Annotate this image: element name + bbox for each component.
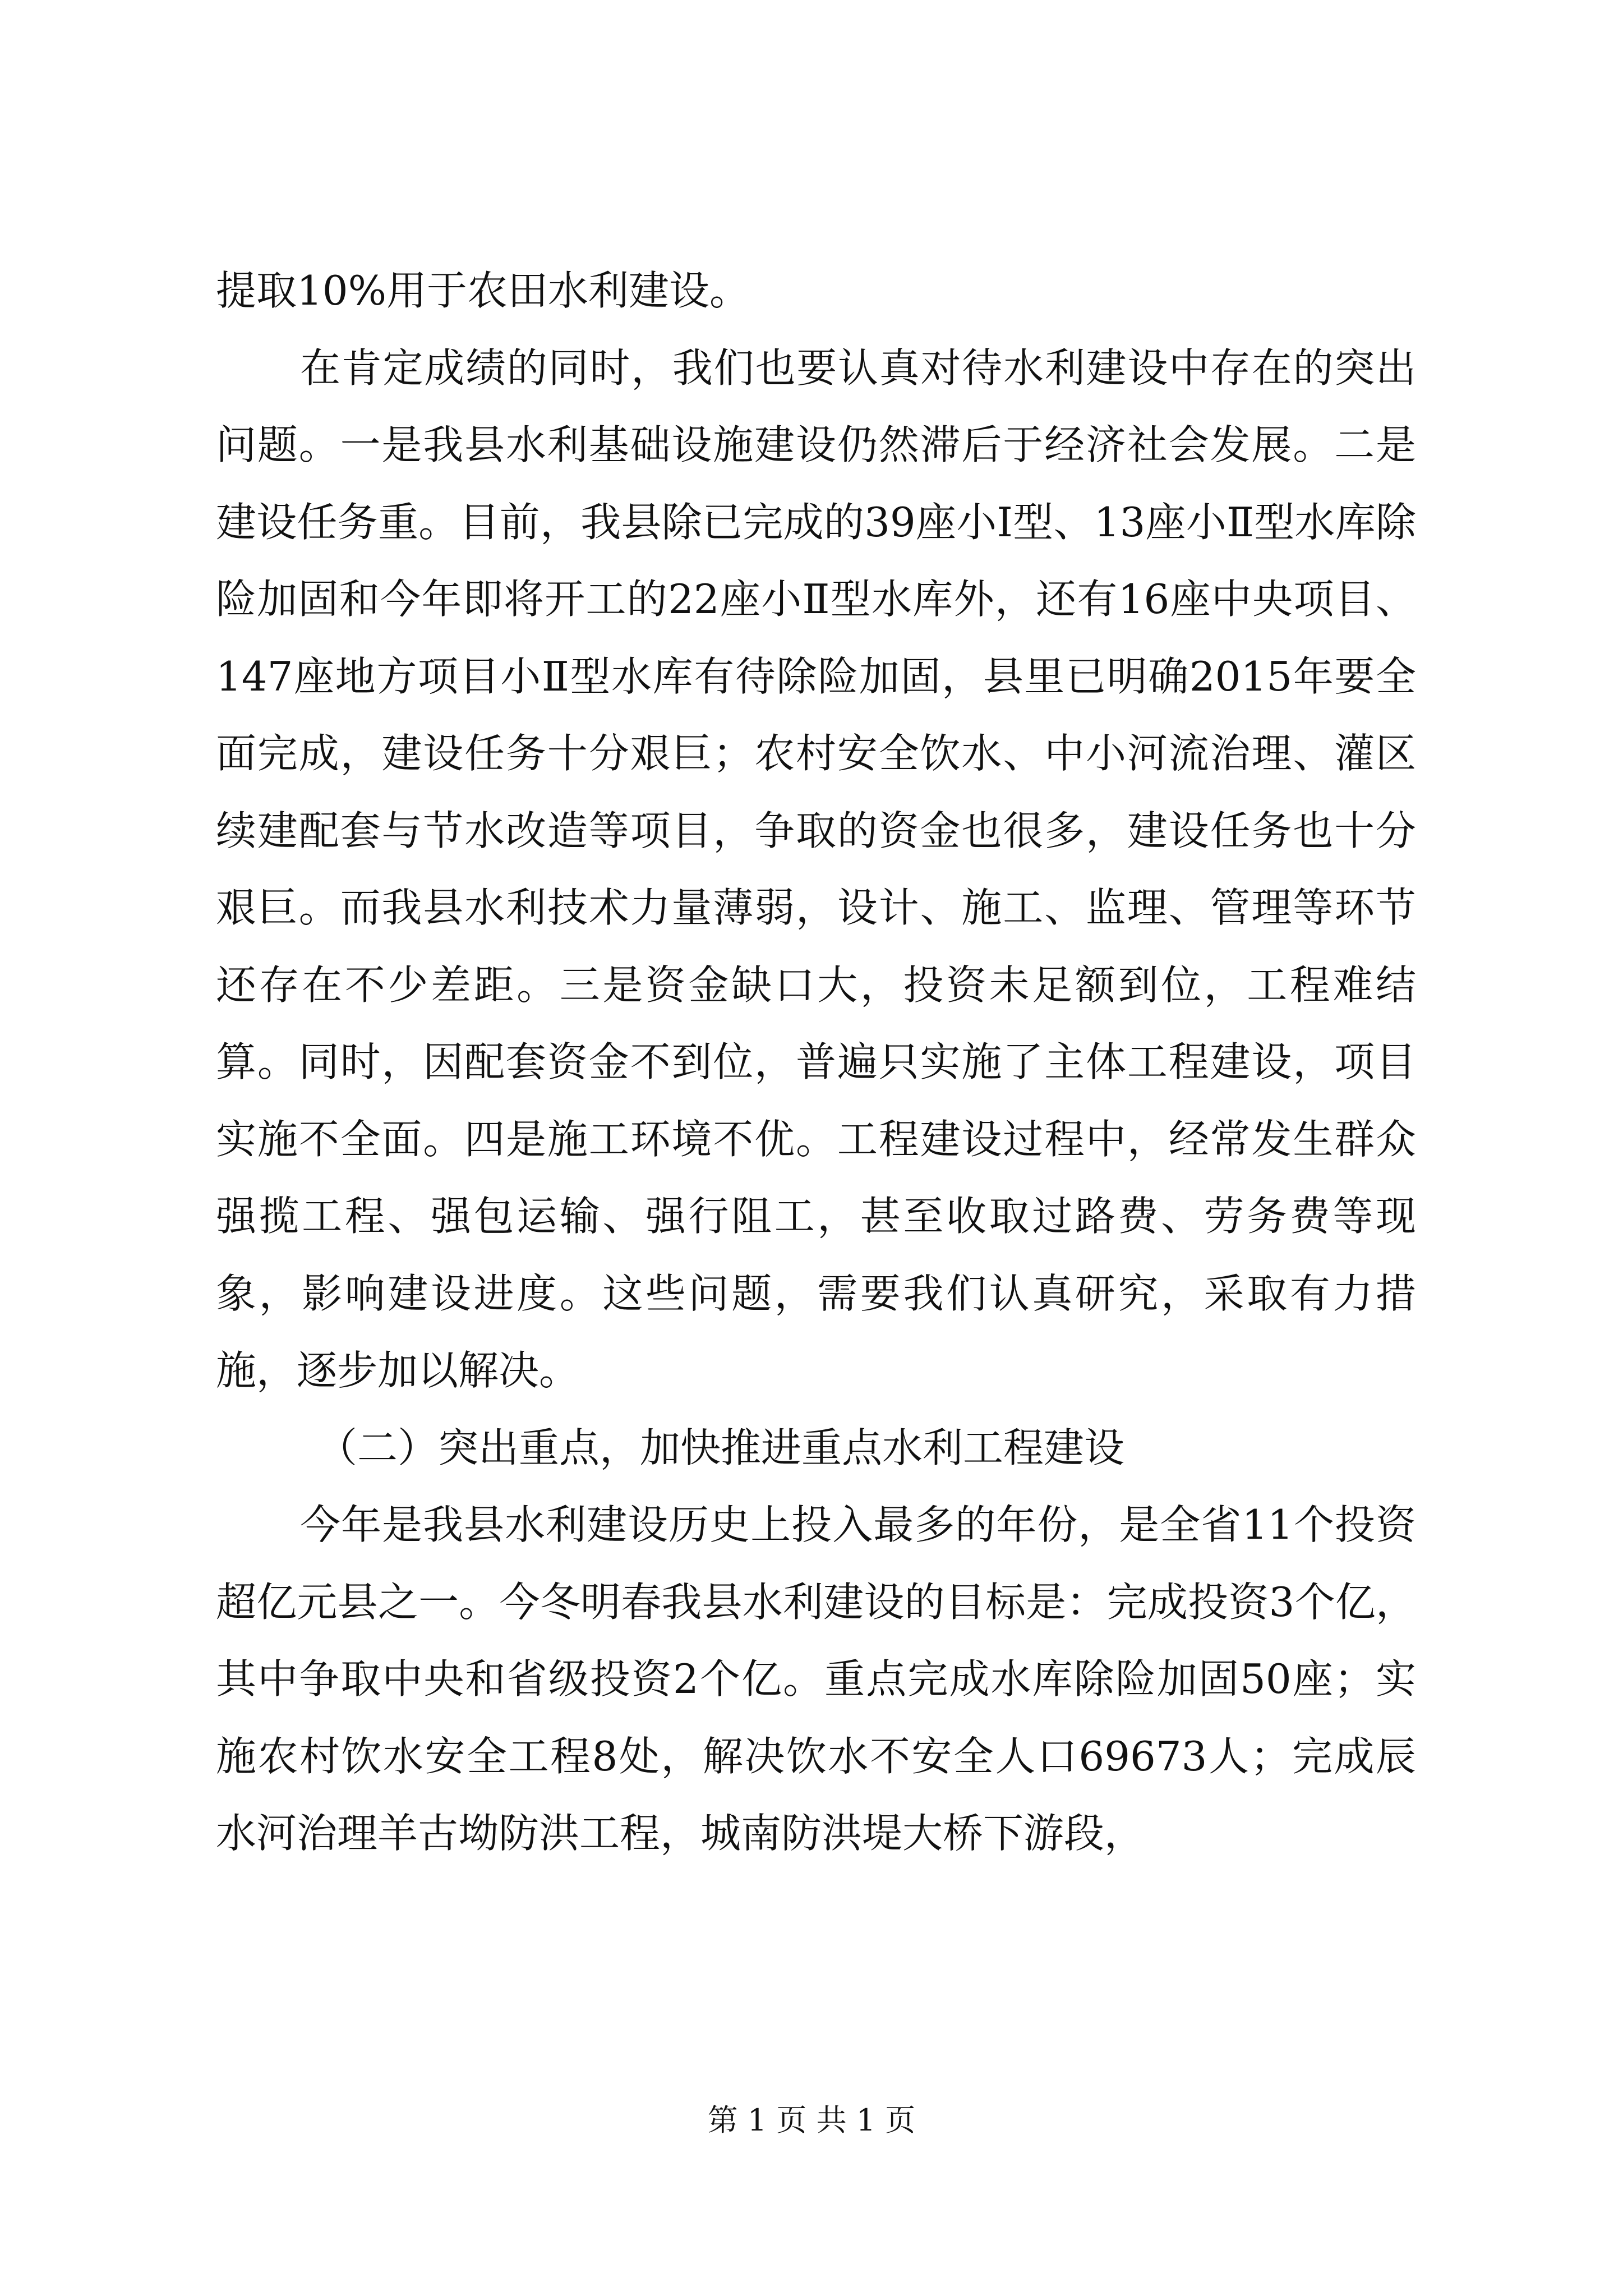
page-footer xyxy=(0,2098,1623,2143)
paragraph-1: 提取10%用于农田水利建设。 xyxy=(216,267,750,314)
page-number-label: 第 1 页 共 1 页 xyxy=(707,2102,916,2138)
paragraph-3: 今年是我县水利建设历史上投入最多的年份，是全省11个投资超亿元县之一。今冬明春我县水利建设的目标是：完成投资3个亿，其中争取中央和省级投资2个亿。重点完成水库除险加固50座；实施农村饮水安全工程8处，解决饮水不安全人口69673人；完成辰水河治理羊古坳防洪工程，城南防洪堤大桥下游段， xyxy=(216,1501,1416,1857)
document-body xyxy=(216,252,1416,1872)
paragraph-2: 在肯定成绩的同时，我们也要认真对待水利建设中存在的突出问题。一是我县水利基础设施建设仍然滞后于经济社会发展。二是建设任务重。目前，我县除已完成的39座小Ⅰ型、13座小Ⅱ型水库除险加固和今年即将开工的22座小Ⅱ型水库外，还有16座中央项目、147座地方项目小Ⅱ型水库有待除险加固，县里已明确2015年要全面完成，建设任务十分艰巨；农村安全饮水、中小河流治理、灌区续建配套与节水改造等项目，争取的资金也很多，建设任务也十分艰巨。而我县水利技术力量薄弱，设计、施工、监理、管理等环节还存在不少差距。三是资金缺口大，投资未足额到位，工程难结算。同时，因配套资金不到位，普遍只实施了主体工程建设，项目实施不全面。四是施工环境不优。工程建设过程中，经常发生群众强揽工程、强包运输、强行阻工，甚至收取过路费、劳务费等现象，影响建设进度。这些问题，需要我们认真研究，采取有力措施，逐步加以解决。 xyxy=(216,344,1416,1394)
section-heading: （二）突出重点，加快推进重点水利工程建设 xyxy=(317,1424,1125,1471)
